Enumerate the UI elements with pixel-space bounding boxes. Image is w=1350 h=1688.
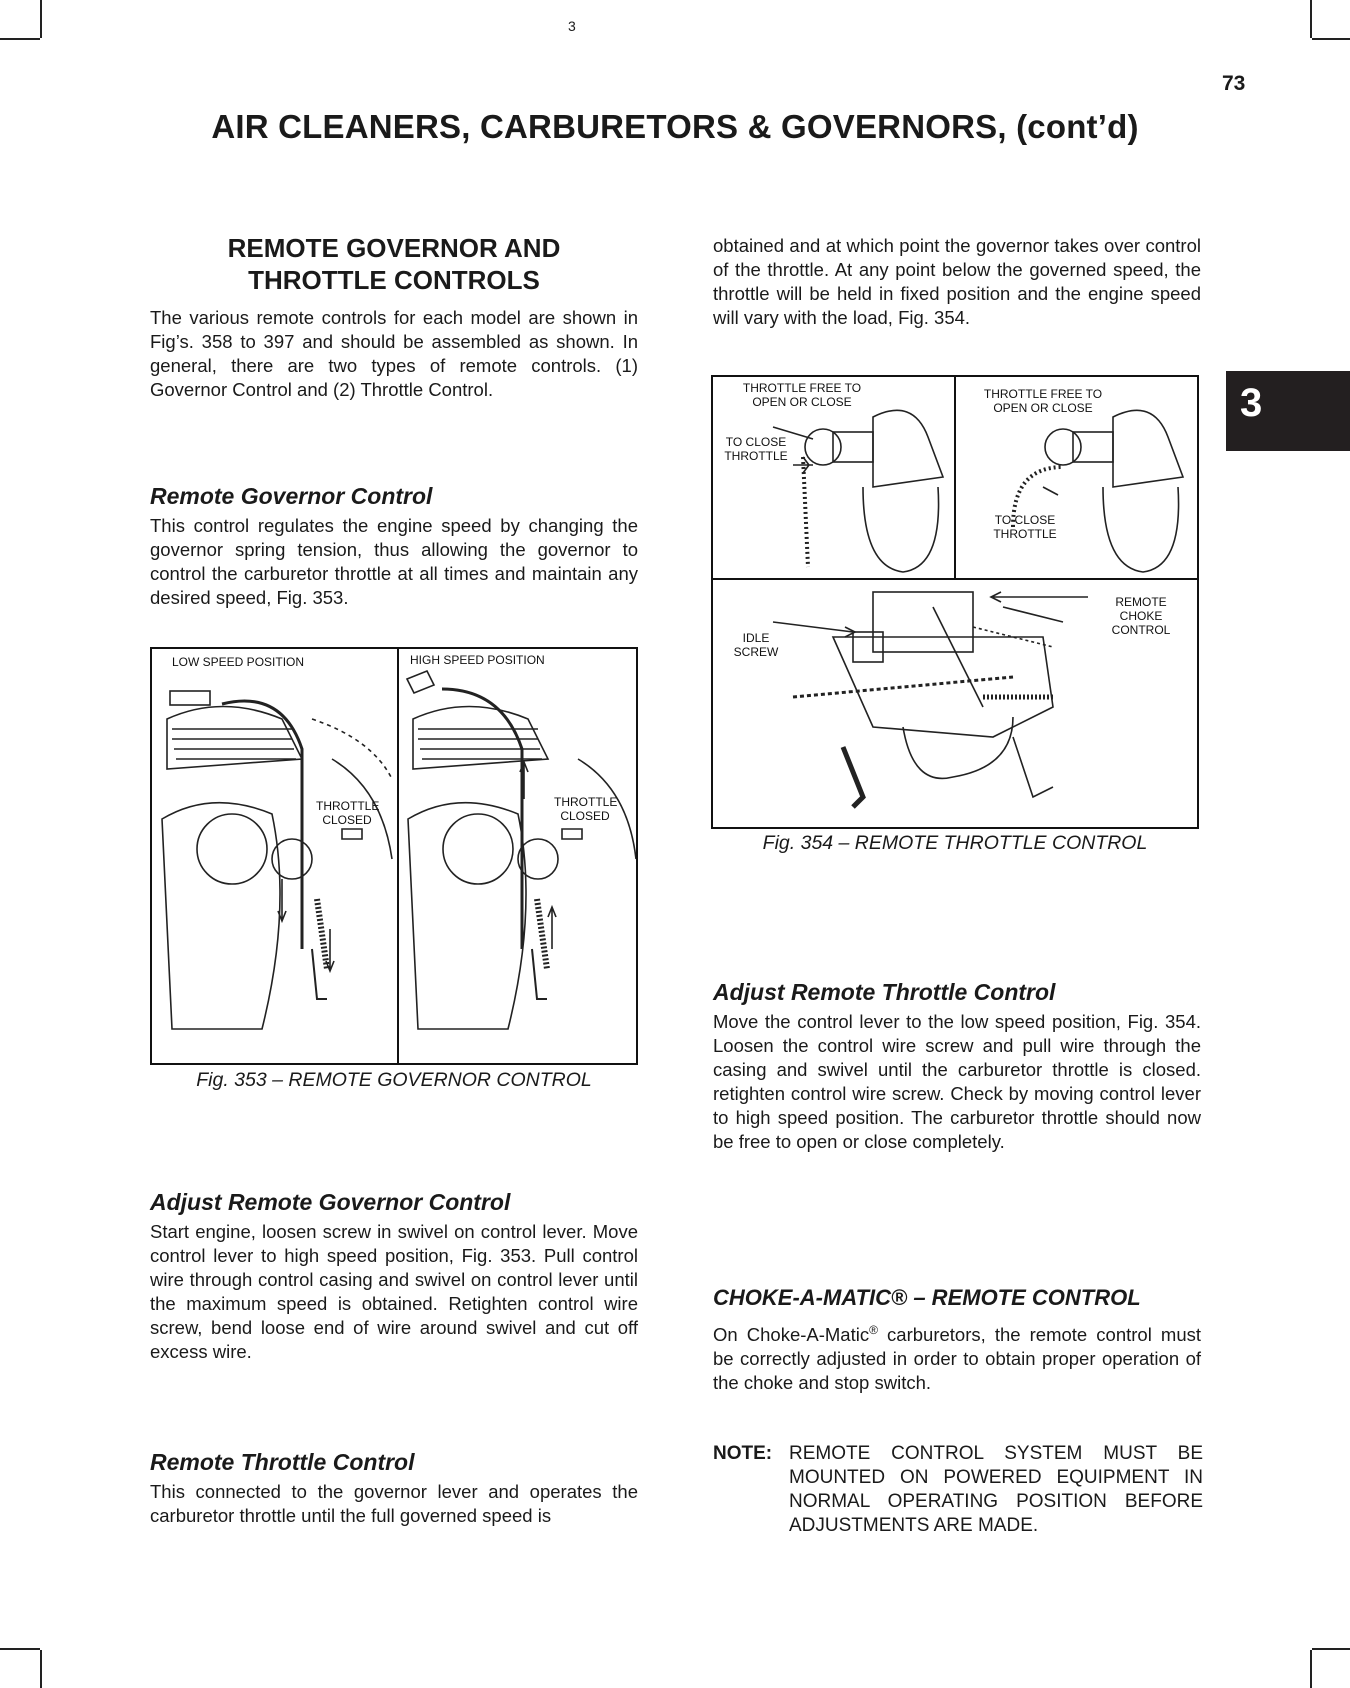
label-throttle-free: THROTTLE FREE TO OPEN OR CLOSE xyxy=(983,387,1103,415)
label-low-speed: LOW SPEED POSITION xyxy=(172,655,305,669)
label-throttle-closed: THROTTLE CLOSED xyxy=(316,799,380,827)
section-heading-line: THROTTLE CONTROLS xyxy=(248,265,540,295)
header-small-number: 3 xyxy=(568,18,576,34)
label-throttle-closed: THROTTLE CLOSED xyxy=(554,795,618,823)
note-label: NOTE: xyxy=(713,1443,773,1464)
label-to-close-throttle: TO CLOSE THROTTLE xyxy=(993,513,1057,541)
note-text: REMOTE CONTROL SYSTEM MUST BE MOUNTED ON POWERED EQUIPMENT IN NORMAL OPERATING POSITION BEFORE ADJUSTMENTS ARE MADE. xyxy=(789,1443,1203,1536)
crop-mark xyxy=(0,1648,40,1650)
subheading-remote-throttle: Remote Throttle Control xyxy=(150,1449,415,1475)
crop-mark xyxy=(40,0,42,38)
figure-353-caption: Fig. 353 – REMOTE GOVERNOR CONTROL xyxy=(196,1069,592,1091)
continued-paragraph: obtained and at which point the governor takes over control of the throttle. At any point below the governed speed, the throttle will be held in fixed position and the engine speed will vary with the load, Fig. 354. xyxy=(713,235,1201,328)
crop-mark xyxy=(0,38,40,40)
section-tab-label: 3 xyxy=(1240,381,1263,425)
figure-354-caption: Fig. 354 – REMOTE THROTTLE CONTROL xyxy=(762,832,1148,854)
subheading-remote-governor: Remote Governor Control xyxy=(150,483,433,509)
crop-mark xyxy=(1312,38,1350,40)
adjust-throttle-paragraph: Move the control lever to the low speed position, Fig. 354. Loosen the control wire screw and pull wire through the casing and swivel until the carburetor throttle is closed. retighten control wire screw. Check by moving control lever to high speed position. The carburetor throttle should now be free to open or close completely. xyxy=(713,1011,1201,1152)
crop-mark xyxy=(40,1650,42,1688)
label-idle-screw: IDLE SCREW xyxy=(733,631,779,659)
label-to-close-throttle: TO CLOSE THROTTLE xyxy=(724,435,788,463)
section-tab xyxy=(1226,371,1350,451)
label-high-speed: HIGH SPEED POSITION xyxy=(410,653,545,667)
intro-paragraph: The various remote controls for each model are shown in Fig’s. 358 to 397 and should be assembled as shown. In general, there are two types of remote controls. (1) Governor Control and (2) Throttle Control. xyxy=(150,307,638,400)
choke-a-matic-paragraph xyxy=(713,1318,1201,1395)
label-throttle-free: THROTTLE FREE TO OPEN OR CLOSE xyxy=(742,381,862,409)
page-title: AIR CLEANERS, CARBURETORS & GOVERNORS, (cont’d) xyxy=(211,108,1139,145)
crop-mark xyxy=(1310,1650,1312,1688)
subheading-adjust-governor: Adjust Remote Governor Control xyxy=(150,1189,511,1215)
section-heading-line: REMOTE GOVERNOR AND xyxy=(227,233,561,263)
crop-mark xyxy=(1310,0,1312,38)
page-number: 73 xyxy=(1222,72,1246,95)
brand-name: On Choke-A-Matic xyxy=(713,1324,870,1346)
paragraph-text: carburetors, the remote control must be correctly adjusted in order to obtain proper operation of the choke and stop switch. xyxy=(713,1324,1201,1394)
figure-354 xyxy=(711,375,1199,829)
subheading-choke-a-matic: CHOKE-A-MATIC® – REMOTE CONTROL xyxy=(713,1285,1141,1310)
figure-353-illustration xyxy=(152,649,636,1063)
figure-353 xyxy=(150,647,638,1065)
adjust-governor-paragraph: Start engine, loosen screw in swivel on control lever. Move control lever to high speed position, Fig. 353. Pull control wire through control casing and swivel on control lever until the maximum speed is obtained. Retighten control wire screw, bend loose end of wire around swivel and cut off excess wire. xyxy=(150,1221,638,1362)
crop-mark xyxy=(1312,1648,1350,1650)
remote-throttle-paragraph: This connected to the governor lever and operates the carburetor throttle until the full governed speed is xyxy=(150,1481,638,1526)
remote-governor-paragraph: This control regulates the engine speed by changing the governor spring tension, thus allowing the governor to control the carburetor throttle at all times and maintain any desired speed, Fig. 353. xyxy=(150,515,638,608)
registered-mark: ® xyxy=(869,1323,878,1337)
subheading-adjust-throttle: Adjust Remote Throttle Control xyxy=(713,979,1056,1005)
note-block xyxy=(713,1442,1203,1538)
label-remote-choke-control: REMOTE CHOKE CONTROL xyxy=(1111,595,1171,637)
section-heading xyxy=(150,232,638,296)
